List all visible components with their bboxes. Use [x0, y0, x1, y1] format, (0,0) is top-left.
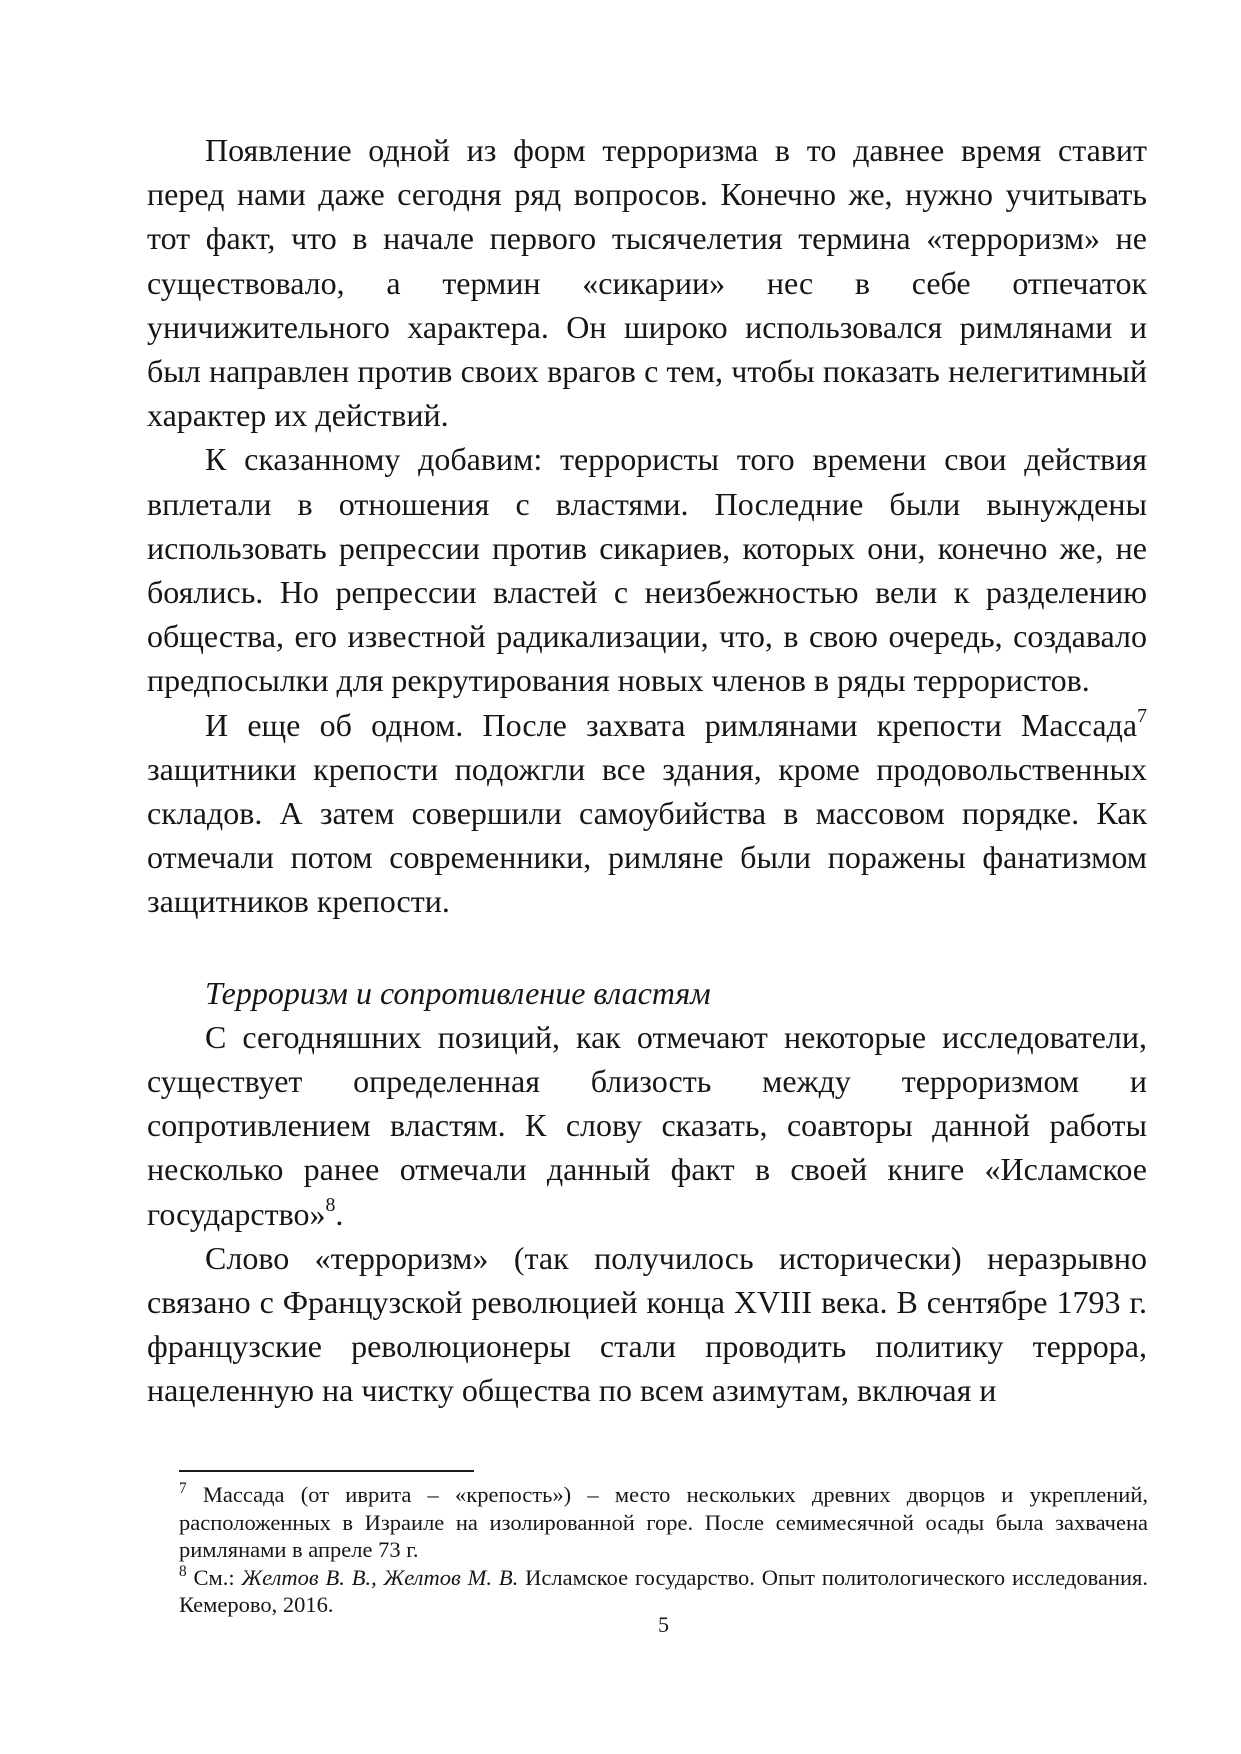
- paragraph-resistance: [147, 1015, 1147, 1236]
- paragraph-massada-start: И еще об одном. После захвата римлянами крепости Массада: [205, 706, 1138, 743]
- footnote-8-authors: Желтов В. В., Желтов М. В.: [241, 1564, 519, 1590]
- page-number: 5: [658, 1612, 669, 1637]
- footnote-separator: [179, 1470, 474, 1472]
- paragraph-resistance-text: С сегодняшних позиций, как отмечают некоторые исследователи, существует определенная близость между терроризмом и сопротивлением властям. К слову сказать, соавторы данной работы несколько ранее отмечали данный факт в своей книге «Исламское государство»: [147, 1018, 1147, 1232]
- paragraph-massada: [147, 703, 1147, 924]
- footnote-7-text: Массада (от иврита – «крепость») – место нескольких древних дворцов и укреплений, расположенных в Израиле на изолированной горе. После семимесячной осады была захвачена римлянами в апреле 73 г.: [179, 1482, 1148, 1563]
- paragraph-intro: Появление одной из форм терроризма в то давнее время ставит перед нами даже сегодня ряд вопросов. Конечно же, нужно учитывать тот факт, что в начале первого тысячелетия термина «терроризм» не существовало, а термин «сикарии» нес в себе отпечаток уничижительного характера. Он широко использовался римлянами и был направлен против своих врагов с тем, чтобы показать нелегитимный характер их действий.: [147, 132, 1147, 434]
- footnote-8: [179, 1564, 1148, 1619]
- section-heading: Терроризм и сопротивление властям: [205, 974, 711, 1011]
- paragraph-authorities: К сказанному добавим: террористы того времени свои действия вплетали в отношения с властями. Последние были вынуждены использовать репрессии против сикариев, которых они, конечно же, не боялись. Но репрессии властей с неизбежностью вели к разделению общества, его известной радикализации, что, в свою очередь, создавало предпосылки для рекрутирования новых членов в ряды террористов.: [147, 441, 1147, 699]
- paragraph-revolution: Слово «терроризм» (так получилось исторически) неразрывно связано с Французской революцией конца XVIII века. В сентябре 1793 г. французские революционеры стали проводить политику террора, нацеленную на чистку общества по всем азимутам, включая и: [147, 1239, 1147, 1409]
- footnote-8-number: 8: [179, 1562, 187, 1580]
- footnotes: [179, 1481, 1148, 1619]
- paragraph-massada-end: защитники крепости подожгли все здания, кроме продовольственных складов. А затем совершили самоубийства в массовом порядке. Как отмечали потом современники, римляне были поражены фанатизмом защитников крепости.: [147, 750, 1147, 920]
- footnote-ref-7[interactable]: 7: [1137, 704, 1147, 727]
- footnote-ref-8[interactable]: 8: [325, 1193, 336, 1216]
- footnote-7-number: 7: [179, 1479, 187, 1497]
- paragraph-resistance-end: .: [335, 1195, 344, 1232]
- footnote-7: [179, 1481, 1148, 1564]
- main-text: [147, 128, 1147, 1413]
- footnote-8-prefix: См.:: [186, 1564, 242, 1590]
- footnote-8-text: Исламское государство. Опыт политологического исследования. Кемерово, 2016.: [179, 1564, 1149, 1618]
